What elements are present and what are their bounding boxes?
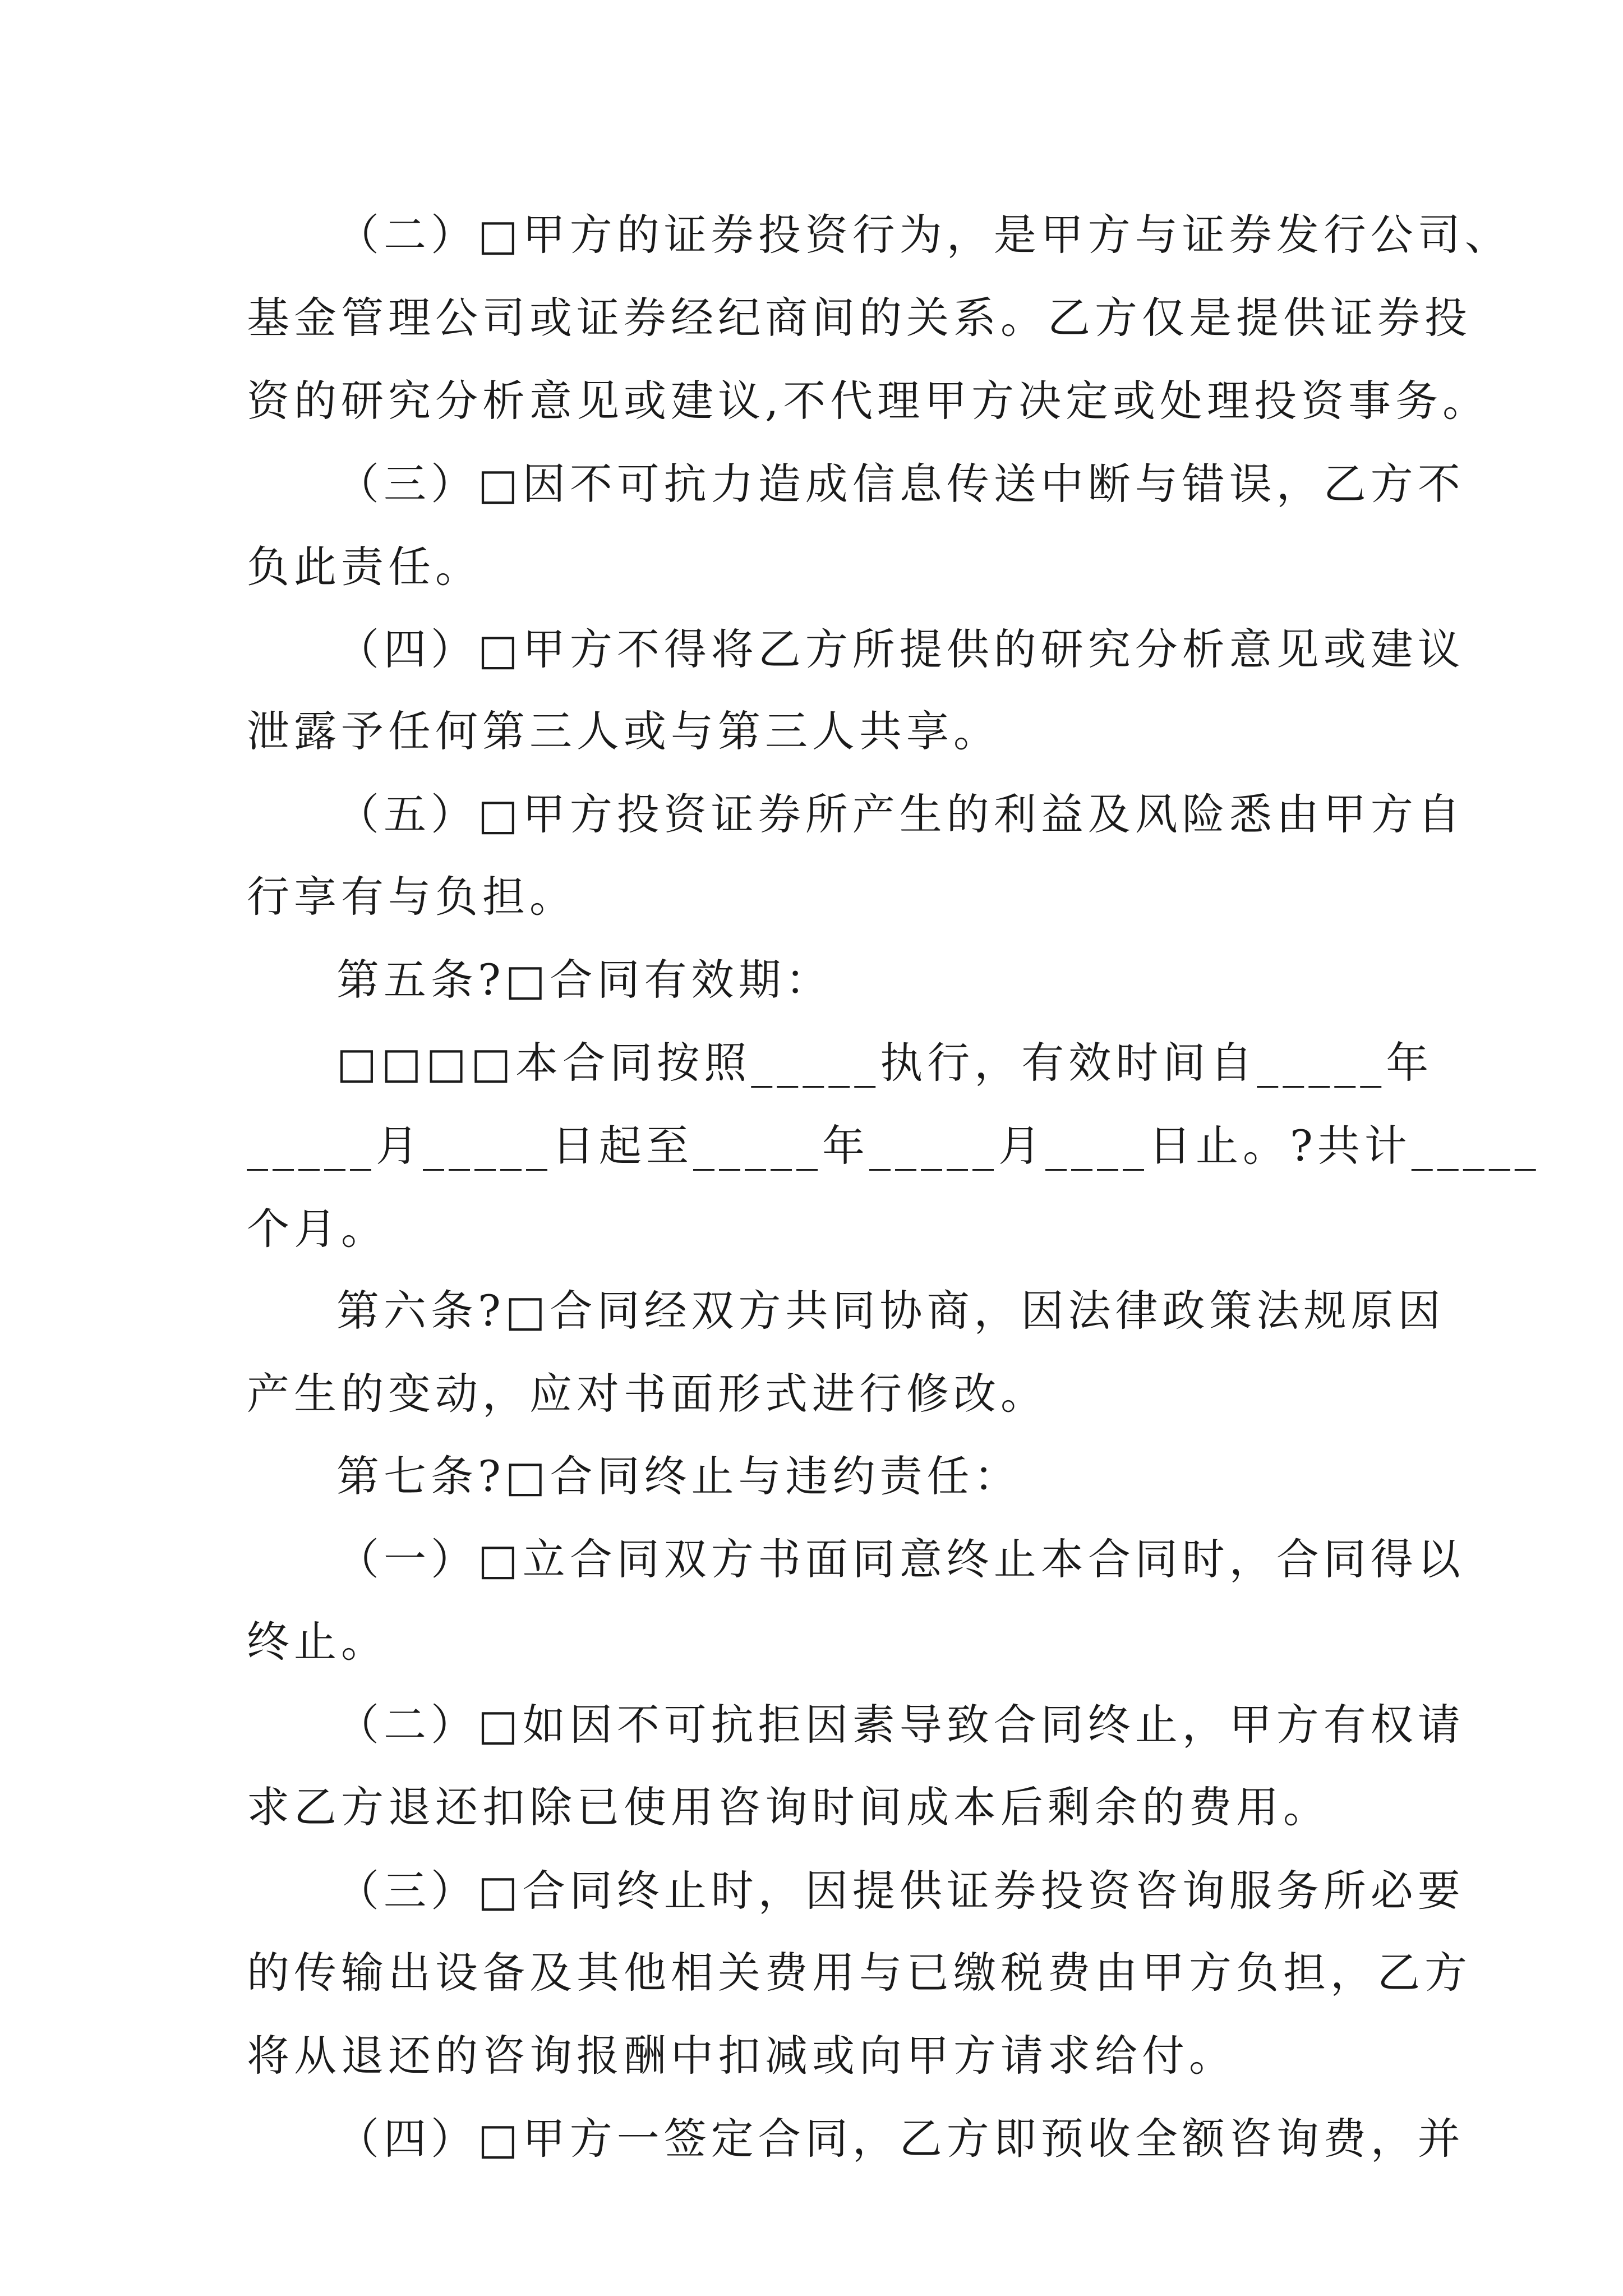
text-line: （五）□甲方投资证券所产生的利益及风险悉由甲方自 <box>336 789 1465 839</box>
text-line: （三）□合同终止时，因提供证券投资咨询服务所必要 <box>336 1866 1465 1916</box>
text-line: （四）□甲方一签定合同，乙方即预收全额咨询费，并 <box>336 2114 1465 2164</box>
text-line: 资的研究分析意见或建议,不代理甲方决定或处理投资事务。 <box>247 376 1490 426</box>
text-line: □□□□本合同按照_____执行，有效时间自_____年 <box>336 1038 1433 1088</box>
text-line: 基金管理公司或证券经纪商间的关系。乙方仅是提供证券投 <box>247 293 1472 343</box>
text-line: （四）□甲方不得将乙方所提供的研究分析意见或建议 <box>336 624 1465 674</box>
text-line: 终止。 <box>247 1617 388 1667</box>
text-line: 第五条?□合同有效期： <box>336 955 833 1005</box>
text-line: 的传输出设备及其他相关费用与已缴税费由甲方负担，乙方 <box>247 1948 1472 1998</box>
text-line: 第七条?□合同终止与违约责任： <box>336 1451 1021 1501</box>
text-line: 第六条?□合同经双方共同协商，因法律政策法规原因 <box>336 1286 1445 1336</box>
text-line: 将从退还的咨询报酬中扣减或向甲方请求给付。 <box>247 2031 1236 2081</box>
text-line: （二）□甲方的证券投资行为，是甲方与证券发行公司、 <box>336 210 1512 260</box>
text-line: 个月。 <box>247 1204 388 1254</box>
text-line: _____月_____日起至_____年_____月____日止。?共计_____ <box>247 1121 1541 1171</box>
text-line: （一）□立合同双方书面同意终止本合同时，合同得以 <box>336 1534 1465 1584</box>
text-line: 行享有与负担。 <box>247 872 577 922</box>
text-line: （二）□如因不可抗拒因素导致合同终止，甲方有权请 <box>336 1700 1465 1750</box>
text-line: 求乙方退还扣除已使用咨询时间成本后剩余的费用。 <box>247 1782 1330 1832</box>
text-line: 泄露予任何第三人或与第三人共享。 <box>247 706 1000 756</box>
text-line: 负此责任。 <box>247 542 482 592</box>
text-line: （三）□因不可抗力造成信息传送中断与错误，乙方不 <box>336 459 1465 509</box>
text-line: 产生的变动，应对书面形式进行修改。 <box>247 1369 1048 1419</box>
